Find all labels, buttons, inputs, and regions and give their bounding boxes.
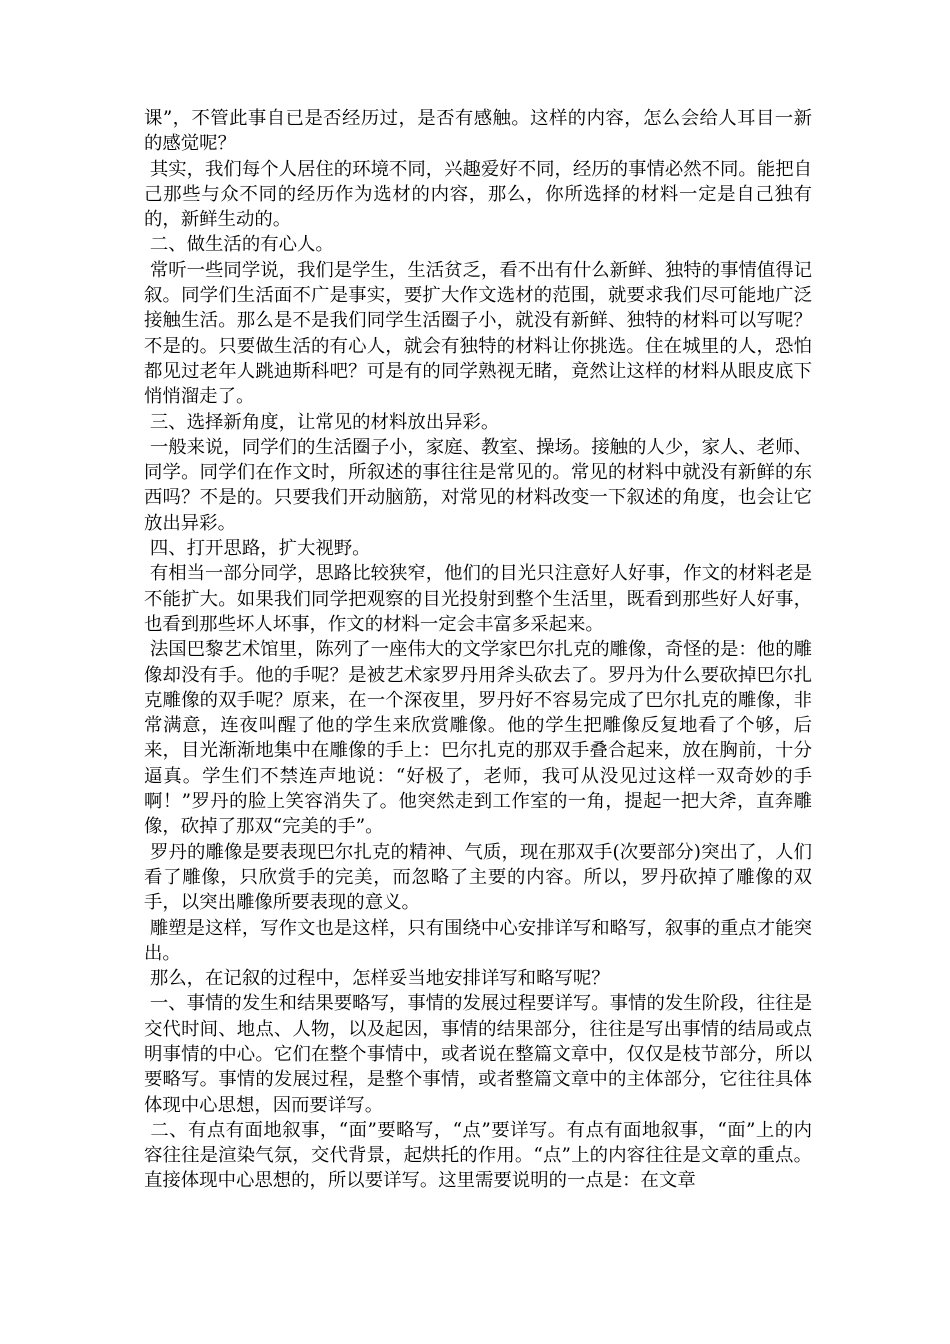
section-heading: 四、打开思路，扩大视野。 xyxy=(144,538,371,560)
paragraph: 有相当一部分同学，思路比较狭窄，他们的目光只注意好人好事，作文的材料老是不能扩大。如果我们同学把观察的目光投射到整个生活里，既看到那些好人好事，也看到那些坏人坏事，作文的材料一定会丰富多采起来。 xyxy=(144,563,812,635)
paragraph: 一般来说，同学们的生活圈子小，家庭、教室、操场。接触的人少，家人、老师、同学。同学们在作文时，所叙述的事往往是常见的。常见的材料中就没有新鲜的东西吗？不是的。只要我们开动脑筋，对常见的材料改变一下叙述的角度，也会让它放出异彩。 xyxy=(144,436,812,534)
paragraph: 一、事情的发生和结果要略写，事情的发展过程要详写。事情的发生阶段，往往是交代时间、地点、人物，以及起因，事情的结果部分，往往是写出事情的结局或点明事情的中心。它们在整个事情中，或者说在整篇文章中，仅仅是枝节部分，所以要略写。事情的发展过程，是整个事情，或者整篇文章中的主体部分，它往往具体体现中心思想，因而要详写。 xyxy=(144,993,812,1116)
document-body xyxy=(144,106,812,1194)
paragraph: 其实，我们每个人居住的环境不同，兴趣爱好不同，经历的事情必然不同。能把自己那些与众不同的经历作为选材的内容，那么，你所选择的材料一定是自己独有的，新鲜生动的。 xyxy=(144,158,812,231)
paragraph: 那么，在记叙的过程中，怎样妥当地安排详写和略写呢？ xyxy=(144,968,610,990)
paragraph: 雕塑是这样，写作文也是这样，只有围绕中心安排详写和略写，叙事的重点才能突出。 xyxy=(144,917,812,964)
paragraph: 课”，不管此事自已是否经历过，是否有感触。这样的内容，怎么会给人耳目一新的感觉呢？ xyxy=(144,108,812,155)
section-heading: 三、选择新角度，让常见的材料放出异彩。 xyxy=(144,411,500,433)
paragraph: 常听一些同学说，我们是学生，生活贫乏，看不出有什么新鲜、独特的事情值得记叙。同学们生活面不广是事实，要扩大作文选材的范围，就要求我们尽可能地广泛接触生活。那么是不是我们同学生活圈子小，就没有新鲜、独特的材料可以写呢？不是的。只要做生活的有心人，就会有独特的材料让你挑选。住在城里的人，恐怕都见过老年人跳迪斯科吧？可是有的同学熟视无睹，竟然让这样的材料从眼皮底下悄悄溜走了。 xyxy=(144,259,812,408)
paragraph: 罗丹的雕像是要表现巴尔扎克的精神、气质，现在那双手(次要部分)突出了，人们看了雕像，只欣赏手的完美，而忽略了主要的内容。所以，罗丹砍掉了雕像的双手，以突出雕像所要表现的意义。 xyxy=(144,841,812,914)
paragraph: 法国巴黎艺术馆里，陈列了一座伟大的文学家巴尔扎克的雕像，奇怪的是：他的雕像却没有手。他的手呢？是被艺术家罗丹用斧头砍去了。罗丹为什么要砍掉巴尔扎克雕像的双手呢？原来，在一个深夜里，罗丹好不容易完成了巴尔扎克的雕像，非常满意，连夜叫醒了他的学生来欣赏雕像。他的学生把雕像反复地看了个够，后来，目光渐渐地集中在雕像的手上：巴尔扎克的那双手叠合起来，放在胸前，十分逼真。学生们不禁连声地说：“好极了，老师，我可从没见过这样一双奇妙的手啊！”罗丹的脸上笑容消失了。他突然走到工作室的一角，提起一把大斧，直奔雕像，砍掉了那双“完美的手”。 xyxy=(144,639,812,838)
paragraph: 二、有点有面地叙事，“面”要略写，“点”要详写。有点有面地叙事，“面”上的内容往往是渲染气氛，交代背景，起烘托的作用。“点”上的内容往往是文章的重点。直接体现中心思想的，所以要详写。这里需要说明的一点是：在文章 xyxy=(144,1119,812,1192)
section-heading: 二、做生活的有心人。 xyxy=(144,234,334,256)
